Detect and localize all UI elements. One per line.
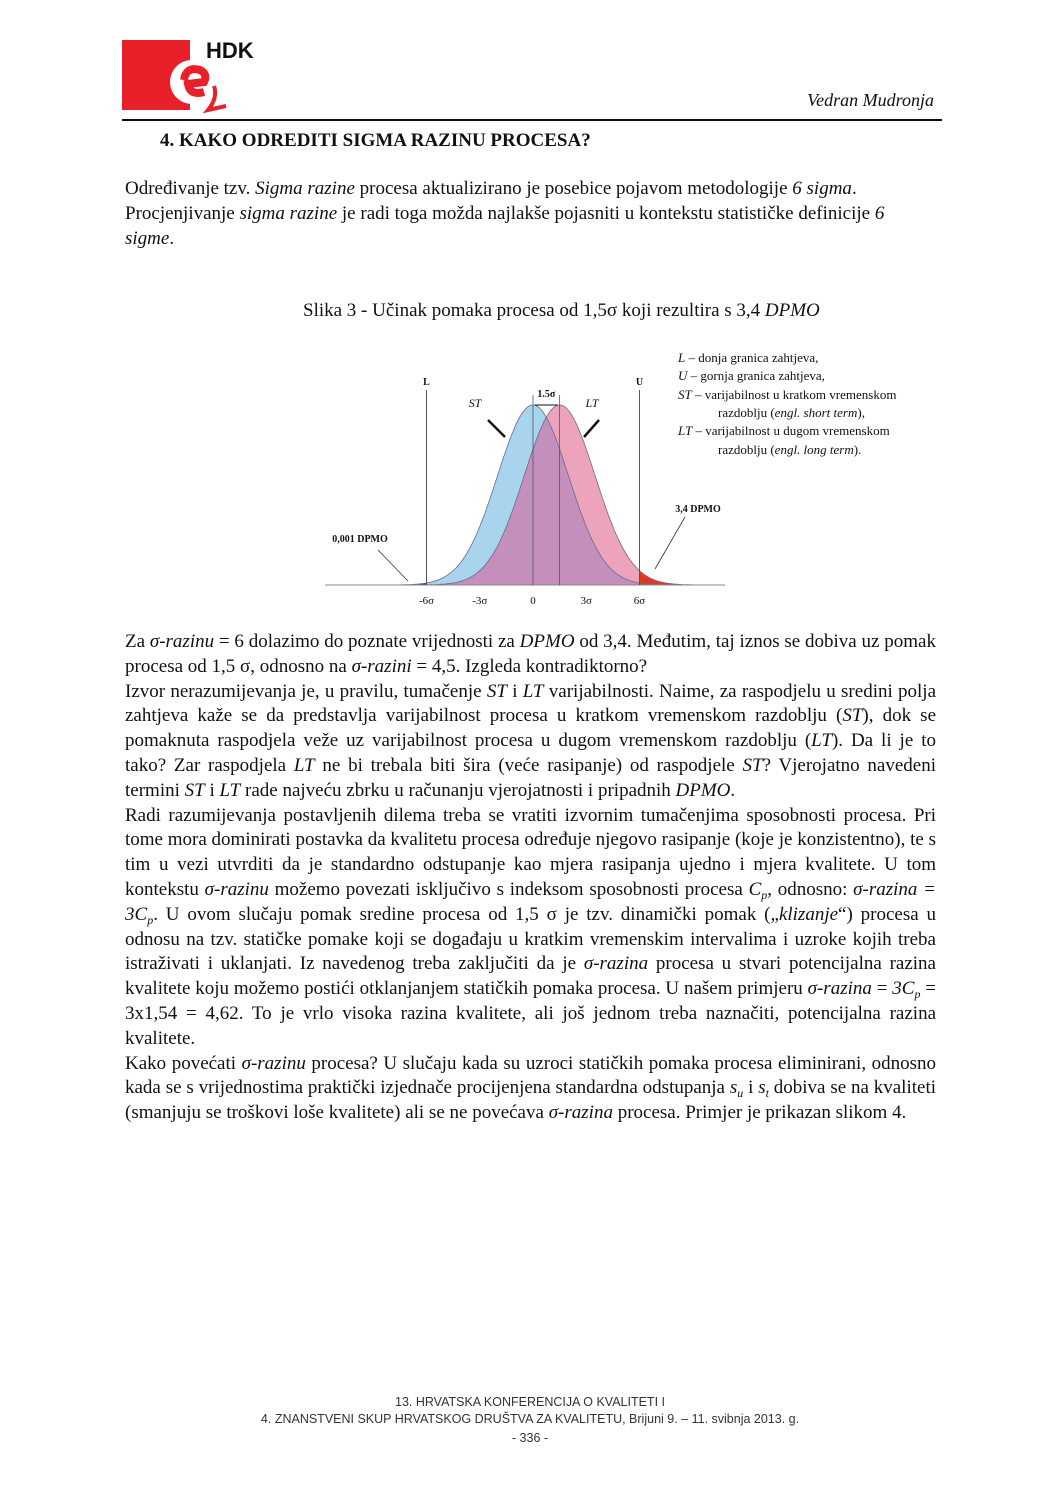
- lt-arrow: [584, 420, 599, 437]
- legend-text: engl. short term: [774, 405, 858, 420]
- footer: [0, 1394, 1060, 1447]
- italic-term: σ-razina: [583, 953, 649, 975]
- body-paragraph: [125, 804, 936, 1052]
- legend-line: [677, 423, 890, 438]
- italic-term: 6 sigma: [792, 178, 852, 199]
- legend-text: ST: [678, 387, 692, 402]
- text-run: . Procjenjivanje: [125, 178, 857, 224]
- legend-text: razdoblju (: [718, 442, 775, 457]
- italic-term: σ-razina: [807, 978, 872, 1000]
- subscript: t: [765, 1086, 769, 1101]
- body-paragraph: [125, 680, 936, 804]
- st-label: ST: [468, 396, 482, 410]
- right-tail-label: 3,4 DPMO: [675, 504, 721, 515]
- legend-text: razdoblju (: [718, 405, 775, 420]
- italic-term: LT: [811, 730, 832, 752]
- text-run: od 3,4. Međutim, taj iznos se dobiva uz pomak procesa od 1,5 σ, odnosno na: [125, 631, 936, 677]
- italic-term: s: [729, 1077, 738, 1099]
- x-tick-label: 3σ: [580, 595, 592, 607]
- text-run: .: [730, 779, 736, 801]
- text-run: =: [871, 978, 893, 1000]
- italic-term: σ-razini: [351, 655, 412, 677]
- text-run: ), dok se pomaknuta raspodjela veže uz varijabilnost procesa u dugom vremenskom razdoblju (: [125, 705, 937, 752]
- italic-term: σ-razina = 3C: [125, 878, 936, 925]
- x-tick-label: -3σ: [472, 595, 488, 607]
- italic-term: σ-razina: [548, 1102, 613, 1124]
- text-run: procesa u stvari potencijalna razina kvalitete koju možemo postići otklanjanjem statičkih pomaka procesa. U našem primjeru: [125, 953, 936, 1000]
- text-run: Radi razumijevanja postavljenih dilema treba se vratiti izvornim tumačenjima sposobnosti procesa. Pri tome mora dominirati postavka da kvalitetu procesa određuje njegovo rasipanje (koje je konzistentno), te s tim u vezi utvrditi da je standardno odstupanje kao mjera rasipanja ujedno i mjera kvalitete. U tom kontekstu: [125, 804, 936, 900]
- italic-term: C: [748, 878, 762, 900]
- legend-line: [678, 368, 825, 383]
- italic-term: klizanje: [778, 903, 839, 925]
- right-tail-area: [640, 571, 720, 585]
- st-arrow: [488, 420, 505, 437]
- overlap-area: [373, 417, 719, 585]
- italic-term: ST: [486, 680, 507, 702]
- text-run: ne bi trebala biti šira (veće rasipanje) od raspodjele: [314, 754, 743, 776]
- italic-term: DPMO: [675, 779, 731, 801]
- body-text: [125, 630, 936, 1126]
- legend-line: [677, 350, 818, 365]
- x-tick-label: 0: [530, 595, 536, 607]
- text-run: Kako povećati: [125, 1052, 242, 1074]
- lt-label: LT: [585, 396, 599, 410]
- text-run: Izvor nerazumijevanja je, u pravilu, tumačenje: [125, 680, 487, 702]
- section-title: 4. KAKO ODREDITI SIGMA RAZINU PROCESA?: [160, 130, 591, 151]
- italic-term: ST: [842, 705, 863, 727]
- figure-caption: [303, 300, 820, 322]
- legend-text: – varijabilnost u dugom vremenskom: [692, 423, 890, 438]
- footer-conference: 13. HRVATSKA KONFERENCIJA O KVALITETI I: [395, 1395, 665, 1409]
- italic-term: sigma razine: [239, 203, 338, 224]
- text-run: rade najveću zbrku u računanju vjerojatnosti i pripadnih: [240, 779, 676, 801]
- text-run: , odnosno:: [767, 878, 854, 900]
- legend-line: [718, 442, 861, 457]
- text-run: procesa. Primjer je prikazan slikom 4.: [612, 1102, 907, 1124]
- italic-term: ST: [184, 779, 205, 801]
- subscript: p: [147, 912, 154, 927]
- italic-term: 3C: [892, 978, 915, 1000]
- hdk-logo: [122, 40, 282, 115]
- intro-paragraph: [125, 176, 915, 251]
- italic-term: LT: [293, 754, 315, 776]
- left-tail-label: 0,001 DPMO: [332, 534, 388, 545]
- legend-text: L: [678, 350, 686, 365]
- text-run: Slika 3 - Učinak pomaka procesa od 1,5σ koji rezultira s 3,4: [303, 300, 765, 321]
- text-run: ). Da li je to tako? Zar raspodjela: [125, 730, 936, 776]
- italic-term: σ-razinu: [149, 631, 215, 652]
- x-tick-label: 6σ: [633, 595, 646, 607]
- legend-text: LT: [678, 423, 693, 438]
- text-run: i: [204, 779, 220, 801]
- text-run: procesa? U slučaju kada su uzroci statičkih pomaka procesa eliminirani, odnosno kada se s vrijednostima praktički izjednače procijenjena standardna odstupanja: [125, 1052, 937, 1099]
- figure-normal-distribution: [320, 345, 960, 615]
- text-run: procesa aktualizirano je posebice pojavom metodologije: [354, 178, 793, 199]
- logo-text: HDK: [206, 40, 254, 63]
- italic-term: DPMO: [519, 631, 575, 652]
- text-run: ? Vjerojatno navedeni termini: [125, 754, 937, 801]
- text-run: je radi toga možda najlakše pojasniti u kontekstu statističke definicije: [337, 203, 875, 224]
- text-run: = 6 dolazimo do poznate vrijednosti za: [214, 631, 520, 652]
- italic-term: Sigma razine: [255, 178, 355, 199]
- italic-term: σ-razinu: [204, 878, 269, 900]
- text-run: “) procesa u odnosu na tzv. statičke pomake koji se događaju u kratkim vremenskim intervalima i uzroke kojih treba istraživati i uklanjati. Iz navedenog treba zaključiti da je: [125, 903, 936, 975]
- legend-text: ),: [857, 405, 865, 420]
- legend-line: [718, 405, 865, 420]
- legend-text: – donja granica zahtjeva,: [685, 350, 819, 365]
- text-run: Za: [125, 631, 150, 652]
- subscript: u: [737, 1086, 744, 1101]
- lower-limit-label: L: [423, 377, 430, 388]
- text-run: dobiva se na kvaliteti (smanjuju se troškovi loše kvalitete) ali se ne povećava: [125, 1077, 936, 1124]
- x-tick-label: -6σ: [418, 595, 435, 607]
- page-number: - 336 -: [511, 1431, 549, 1445]
- footer-event: 4. ZNANSTVENI SKUP HRVATSKOG DRUŠTVA ZA KVALITETU, Brijuni 9. – 11. svibnja 2013. g.: [260, 1412, 800, 1426]
- left-tail-pointer: [378, 550, 408, 581]
- subscript: p: [761, 887, 768, 902]
- text-run: = 4,5. Izgleda kontradiktorno?: [411, 655, 648, 677]
- legend-line: [678, 387, 896, 402]
- italic-term: 6 sigme: [125, 203, 885, 249]
- italic-term: s: [758, 1077, 766, 1099]
- italic-term: LT: [522, 680, 544, 702]
- text-run: možemo povezati isključivo s indeksom sposobnosti procesa: [268, 878, 749, 900]
- legend-text: – varijabilnost u kratkom vremenskom: [691, 387, 897, 402]
- author-name: Vedran Mudronja: [807, 90, 934, 110]
- header-rule: [122, 119, 942, 121]
- italic-term: σ-razinu: [241, 1052, 306, 1074]
- text-run: . U ovom slučaju pomak sredine procesa od 1,5 σ je tzv. dinamički pomak („: [153, 903, 779, 925]
- legend-text: ).: [853, 442, 862, 457]
- body-paragraph: [125, 630, 936, 680]
- subscript: p: [914, 987, 921, 1002]
- legend-text: U: [678, 368, 688, 383]
- text-run: i: [506, 680, 523, 702]
- legend-text: engl. long term: [774, 442, 854, 457]
- italic-term: DPMO: [764, 300, 820, 321]
- text-run: = 3x1,54 = 4,62. To je vrlo visoka razina kvalitete, ali još jednom treba naznačiti, potencijalna razina kvalitete.: [125, 978, 937, 1049]
- text-run: i: [743, 1077, 759, 1099]
- shift-label: 1.5σ: [537, 389, 556, 400]
- right-tail-pointer: [655, 517, 685, 569]
- italic-term: LT: [219, 779, 241, 801]
- text-run: .: [169, 228, 175, 249]
- italic-term: ST: [742, 754, 763, 776]
- text-run: varijabilnosti. Naime, za raspodjelu u sredini polja zahtjeva kaže se da predstavlja varijabilnost procesa u kratkom vremenskom razdoblju (: [125, 680, 937, 727]
- body-paragraph: [125, 1052, 936, 1126]
- legend-text: – gornja granica zahtjeva,: [687, 368, 825, 383]
- upper-limit-label: U: [635, 377, 644, 388]
- text-run: Određivanje tzv.: [125, 178, 256, 199]
